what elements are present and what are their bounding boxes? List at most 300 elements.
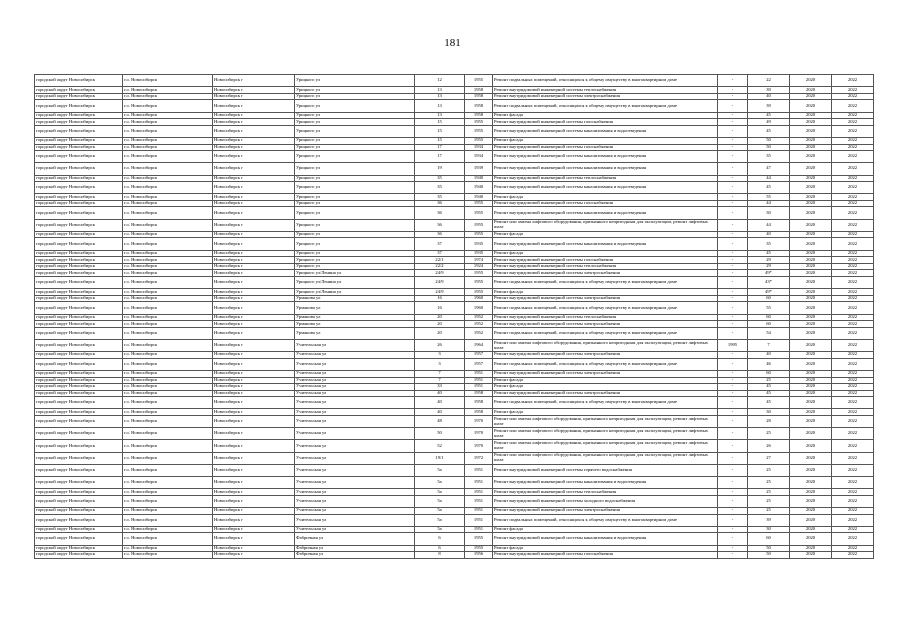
- city-cell: Новосибирск г: [213, 270, 295, 277]
- city-cell: Новосибирск г: [213, 416, 295, 428]
- table-row: [35, 390, 874, 397]
- end-year-cell: 2022: [832, 219, 874, 231]
- work-type-cell: Ремонт внутридомовой инженерной системы канализования и водоотведения: [493, 207, 718, 219]
- wear-percent-cell: 45: [748, 112, 790, 119]
- city-cell: Новосибирск г: [213, 545, 295, 552]
- year-built-cell: 1955: [465, 125, 493, 137]
- work-type-cell: Ремонт внутридомовой инженерной системы теплоснабжения: [493, 87, 718, 94]
- wear-percent-cell: 49*: [748, 289, 790, 296]
- wear-percent-cell: 30: [748, 207, 790, 219]
- last-repair-year-cell: -: [718, 552, 748, 559]
- city-cell: Новосибирск г: [213, 370, 295, 377]
- district-cell: г.о. Новосибирск: [123, 321, 213, 328]
- work-type-cell: Ремонт фасада: [493, 384, 718, 391]
- work-type-cell: Ремонт подвальных помещений, относящихся к общему имуществу в многоквартирном доме: [493, 100, 718, 112]
- table-row: [35, 231, 874, 238]
- house-number-cell: 36: [415, 219, 465, 231]
- wear-percent-cell: 44: [748, 200, 790, 207]
- year-built-cell: 1955: [465, 231, 493, 238]
- work-type-cell: Ремонт внутридомовой инженерной системы теплоснабжения: [493, 263, 718, 270]
- city-cell: Новосибирск г: [213, 390, 295, 397]
- table-row: [35, 495, 874, 507]
- municipality-cell: городской округ Новосибирск: [35, 87, 123, 94]
- city-cell: Новосибирск г: [213, 250, 295, 257]
- year-built-cell: 1970: [465, 440, 493, 452]
- start-year-cell: 2020: [790, 327, 832, 339]
- wear-percent-cell: 60: [748, 321, 790, 328]
- end-year-cell: 2022: [832, 526, 874, 533]
- city-cell: Новосибирск г: [213, 358, 295, 370]
- last-repair-year-cell: -: [718, 289, 748, 296]
- city-cell: Новосибирск г: [213, 440, 295, 452]
- wear-percent-cell: 50: [748, 137, 790, 144]
- table-row: [35, 207, 874, 219]
- street-cell: Урицкого ул: [295, 93, 415, 100]
- end-year-cell: 2022: [832, 495, 874, 507]
- street-cell: Учительская ул: [295, 390, 415, 397]
- work-type-cell: Ремонт или замена лифтового оборудования, признанного непригодным для эксплуатации, ремонт лифтовых шахт: [493, 440, 718, 452]
- street-cell: Урицкого ул: [295, 250, 415, 257]
- table-row: [35, 289, 874, 296]
- district-cell: г.о. Новосибирск: [123, 263, 213, 270]
- house-number-cell: 50: [415, 428, 465, 440]
- work-type-cell: Ремонт подвальных помещений, относящихся к общему имуществу в многоквартирном доме: [493, 277, 718, 289]
- city-cell: Новосибирск г: [213, 526, 295, 533]
- house-number-cell: 36: [415, 231, 465, 238]
- work-type-cell: Ремонт фасада: [493, 194, 718, 201]
- year-built-cell: 1960: [465, 295, 493, 302]
- work-type-cell: Ремонт фасада: [493, 409, 718, 416]
- district-cell: г.о. Новосибирск: [123, 231, 213, 238]
- city-cell: Новосибирск г: [213, 207, 295, 219]
- table-row: [35, 384, 874, 391]
- year-built-cell: 1951: [465, 526, 493, 533]
- street-cell: Урицкого ул: [295, 194, 415, 201]
- district-cell: г.о. Новосибирск: [123, 545, 213, 552]
- municipality-cell: городской округ Новосибирск: [35, 289, 123, 296]
- last-repair-year-cell: -: [718, 358, 748, 370]
- house-number-cell: 6: [415, 533, 465, 545]
- district-cell: г.о. Новосибирск: [123, 390, 213, 397]
- wear-percent-cell: 25: [748, 477, 790, 489]
- work-type-cell: Ремонт внутридомовой инженерной системы холодного водоснабжения: [493, 495, 718, 507]
- last-repair-year-cell: -: [718, 250, 748, 257]
- city-cell: Новосибирск г: [213, 533, 295, 545]
- start-year-cell: 2020: [790, 545, 832, 552]
- start-year-cell: 2020: [790, 238, 832, 250]
- work-type-cell: Ремонт подвальных помещений, относящихся к общему имуществу в многоквартирном доме: [493, 75, 718, 87]
- city-cell: Новосибирск г: [213, 489, 295, 496]
- table-row: [35, 144, 874, 151]
- work-type-cell: Ремонт подвальных помещений, относящихся к общему имуществу в многоквартирном доме: [493, 358, 718, 370]
- start-year-cell: 2020: [790, 119, 832, 126]
- end-year-cell: 2022: [832, 194, 874, 201]
- district-cell: г.о. Новосибирск: [123, 452, 213, 464]
- last-repair-year-cell: -: [718, 263, 748, 270]
- year-built-cell: 1934: [465, 151, 493, 163]
- wear-percent-cell: 26: [748, 440, 790, 452]
- end-year-cell: 2022: [832, 533, 874, 545]
- end-year-cell: 2022: [832, 289, 874, 296]
- year-built-cell: 1951: [465, 514, 493, 526]
- start-year-cell: 2020: [790, 289, 832, 296]
- start-year-cell: 2020: [790, 200, 832, 207]
- end-year-cell: 2022: [832, 163, 874, 175]
- city-cell: Новосибирск г: [213, 384, 295, 391]
- last-repair-year-cell: -: [718, 314, 748, 321]
- city-cell: Новосибирск г: [213, 397, 295, 409]
- end-year-cell: 2022: [832, 339, 874, 351]
- end-year-cell: 2022: [832, 477, 874, 489]
- municipality-cell: городской округ Новосибирск: [35, 464, 123, 476]
- house-number-cell: 19/1: [415, 452, 465, 464]
- work-type-cell: Ремонт или замена лифтового оборудования, признанного непригодным для эксплуатации, ремонт лифтовых шахт: [493, 219, 718, 231]
- work-type-cell: Ремонт внутридомовой инженерной системы канализования и водоотведения: [493, 151, 718, 163]
- table-row: [35, 119, 874, 126]
- city-cell: Новосибирск г: [213, 302, 295, 314]
- street-cell: Урицкого ул: [295, 219, 415, 231]
- house-number-cell: 26: [415, 339, 465, 351]
- start-year-cell: 2020: [790, 163, 832, 175]
- house-number-cell: 24/9: [415, 277, 465, 289]
- last-repair-year-cell: -: [718, 384, 748, 391]
- district-cell: г.о. Новосибирск: [123, 533, 213, 545]
- work-type-cell: Ремонт внутридомовой инженерной системы теплоснабжения: [493, 175, 718, 182]
- street-cell: Учительская ул: [295, 526, 415, 533]
- table-row: [35, 257, 874, 264]
- wear-percent-cell: 40: [748, 352, 790, 359]
- city-cell: Новосибирск г: [213, 87, 295, 94]
- year-built-cell: 1960: [465, 302, 493, 314]
- district-cell: г.о. Новосибирск: [123, 144, 213, 151]
- district-cell: г.о. Новосибирск: [123, 409, 213, 416]
- street-cell: Урицкого ул: [295, 238, 415, 250]
- city-cell: Новосибирск г: [213, 144, 295, 151]
- wear-percent-cell: 49: [748, 119, 790, 126]
- house-number-cell: 24/9: [415, 270, 465, 277]
- house-number-cell: 8: [415, 552, 465, 559]
- house-number-cell: 13: [415, 100, 465, 112]
- municipality-cell: городской округ Новосибирск: [35, 390, 123, 397]
- city-cell: Новосибирск г: [213, 75, 295, 87]
- municipality-cell: городской округ Новосибирск: [35, 263, 123, 270]
- municipality-cell: городской округ Новосибирск: [35, 270, 123, 277]
- end-year-cell: 2022: [832, 87, 874, 94]
- street-cell: Урицкого ул: [295, 119, 415, 126]
- municipality-cell: городской округ Новосибирск: [35, 100, 123, 112]
- house-number-cell: 24/9: [415, 289, 465, 296]
- last-repair-year-cell: -: [718, 182, 748, 194]
- last-repair-year-cell: -: [718, 219, 748, 231]
- wear-percent-cell: 40: [748, 231, 790, 238]
- street-cell: Учительская ул: [295, 464, 415, 476]
- house-number-cell: 16: [415, 302, 465, 314]
- start-year-cell: 2020: [790, 370, 832, 377]
- city-cell: Новосибирск г: [213, 125, 295, 137]
- start-year-cell: 2020: [790, 314, 832, 321]
- municipality-cell: городской округ Новосибирск: [35, 151, 123, 163]
- wear-percent-cell: 30: [748, 526, 790, 533]
- wear-percent-cell: 35: [748, 151, 790, 163]
- year-built-cell: 1958: [465, 112, 493, 119]
- year-built-cell: 1955: [465, 219, 493, 231]
- municipality-cell: городской округ Новосибирск: [35, 119, 123, 126]
- start-year-cell: 2020: [790, 144, 832, 151]
- municipality-cell: городской округ Новосибирск: [35, 231, 123, 238]
- year-built-cell: 1951: [465, 384, 493, 391]
- municipality-cell: городской округ Новосибирск: [35, 137, 123, 144]
- end-year-cell: 2022: [832, 257, 874, 264]
- house-number-cell: 20: [415, 314, 465, 321]
- last-repair-year-cell: -: [718, 397, 748, 409]
- work-type-cell: Ремонт внутридомовой инженерной системы канализования и водоотведения: [493, 182, 718, 194]
- end-year-cell: 2022: [832, 112, 874, 119]
- table-row: [35, 416, 874, 428]
- year-built-cell: 1935: [465, 238, 493, 250]
- street-cell: Урицкого ул: [295, 257, 415, 264]
- municipality-cell: городской округ Новосибирск: [35, 238, 123, 250]
- wear-percent-cell: 49*: [748, 270, 790, 277]
- start-year-cell: 2020: [790, 182, 832, 194]
- street-cell: Учительская ул: [295, 452, 415, 464]
- last-repair-year-cell: -: [718, 137, 748, 144]
- house-number-cell: 13: [415, 93, 465, 100]
- municipality-cell: городской округ Новосибирск: [35, 321, 123, 328]
- house-number-cell: 13: [415, 87, 465, 94]
- last-repair-year-cell: -: [718, 377, 748, 384]
- work-type-cell: Ремонт внутридомовой инженерной системы газоснабжения: [493, 200, 718, 207]
- end-year-cell: 2022: [832, 397, 874, 409]
- wear-percent-cell: 47: [748, 163, 790, 175]
- end-year-cell: 2022: [832, 75, 874, 87]
- wear-percent-cell: 28: [748, 416, 790, 428]
- year-built-cell: 1955: [465, 270, 493, 277]
- year-built-cell: 1955: [465, 277, 493, 289]
- start-year-cell: 2020: [790, 270, 832, 277]
- municipality-cell: городской округ Новосибирск: [35, 377, 123, 384]
- start-year-cell: 2020: [790, 250, 832, 257]
- street-cell: Фабричная ул: [295, 533, 415, 545]
- wear-percent-cell: 55: [748, 194, 790, 201]
- last-repair-year-cell: -: [718, 75, 748, 87]
- house-number-cell: 3: [415, 352, 465, 359]
- district-cell: г.о. Новосибирск: [123, 207, 213, 219]
- end-year-cell: 2022: [832, 314, 874, 321]
- work-type-cell: Ремонт или замена лифтового оборудования, признанного непригодным для эксплуатации, ремонт лифтовых шахт: [493, 452, 718, 464]
- street-cell: Учительская ул: [295, 514, 415, 526]
- house-number-cell: 52: [415, 440, 465, 452]
- last-repair-year-cell: -: [718, 100, 748, 112]
- street-cell: Урманова ул: [295, 295, 415, 302]
- city-cell: Новосибирск г: [213, 238, 295, 250]
- city-cell: Новосибирск г: [213, 321, 295, 328]
- wear-percent-cell: 45: [748, 182, 790, 194]
- house-number-cell: 5а: [415, 514, 465, 526]
- city-cell: Новосибирск г: [213, 163, 295, 175]
- last-repair-year-cell: -: [718, 477, 748, 489]
- last-repair-year-cell: -: [718, 257, 748, 264]
- year-built-cell: 1940: [465, 175, 493, 182]
- end-year-cell: 2022: [832, 263, 874, 270]
- end-year-cell: 2022: [832, 507, 874, 514]
- end-year-cell: 2022: [832, 552, 874, 559]
- house-number-cell: 12: [415, 75, 465, 87]
- municipality-cell: городской округ Новосибирск: [35, 452, 123, 464]
- year-built-cell: 1957: [465, 358, 493, 370]
- start-year-cell: 2020: [790, 219, 832, 231]
- house-number-cell: 22/2: [415, 263, 465, 270]
- street-cell: Урицкого ул/Ленина ул: [295, 270, 415, 277]
- start-year-cell: 2020: [790, 321, 832, 328]
- district-cell: г.о. Новосибирск: [123, 270, 213, 277]
- start-year-cell: 2020: [790, 552, 832, 559]
- work-type-cell: Ремонт внутридомовой инженерной системы электроснабжения: [493, 507, 718, 514]
- year-built-cell: 1957: [465, 352, 493, 359]
- table-row: [35, 489, 874, 496]
- city-cell: Новосибирск г: [213, 257, 295, 264]
- work-type-cell: Ремонт внутридомовой инженерной системы канализования и водоотведения: [493, 163, 718, 175]
- city-cell: Новосибирск г: [213, 514, 295, 526]
- last-repair-year-cell: -: [718, 119, 748, 126]
- end-year-cell: 2022: [832, 302, 874, 314]
- work-type-cell: Ремонт фасада: [493, 526, 718, 533]
- house-number-cell: 15: [415, 137, 465, 144]
- house-number-cell: 17: [415, 144, 465, 151]
- house-number-cell: 5а: [415, 489, 465, 496]
- street-cell: Урицкого ул: [295, 200, 415, 207]
- end-year-cell: 2022: [832, 370, 874, 377]
- year-built-cell: 1939: [465, 163, 493, 175]
- municipality-cell: городской округ Новосибирск: [35, 428, 123, 440]
- city-cell: Новосибирск г: [213, 452, 295, 464]
- work-type-cell: Ремонт или замена лифтового оборудования, признанного непригодным для эксплуатации, ремонт лифтовых шахт: [493, 428, 718, 440]
- district-cell: г.о. Новосибирск: [123, 495, 213, 507]
- street-cell: Урицкого ул: [295, 144, 415, 151]
- street-cell: Урицкого ул: [295, 207, 415, 219]
- street-cell: Учительская ул: [295, 489, 415, 496]
- city-cell: Новосибирск г: [213, 194, 295, 201]
- street-cell: Урицкого ул: [295, 112, 415, 119]
- wear-percent-cell: 45: [748, 390, 790, 397]
- work-type-cell: Ремонт внутридомовой инженерной системы электроснабжения: [493, 352, 718, 359]
- end-year-cell: 2022: [832, 327, 874, 339]
- start-year-cell: 2020: [790, 489, 832, 496]
- year-built-cell: 1956: [465, 552, 493, 559]
- year-built-cell: 1940: [465, 194, 493, 201]
- table-row: [35, 397, 874, 409]
- end-year-cell: 2022: [832, 151, 874, 163]
- city-cell: Новосибирск г: [213, 277, 295, 289]
- house-number-cell: 20: [415, 327, 465, 339]
- last-repair-year-cell: -: [718, 238, 748, 250]
- street-cell: Учительская ул: [295, 377, 415, 384]
- work-type-cell: Ремонт внутридомовой инженерной системы газоснабжения: [493, 552, 718, 559]
- district-cell: г.о. Новосибирск: [123, 125, 213, 137]
- city-cell: Новосибирск г: [213, 200, 295, 207]
- city-cell: Новосибирск г: [213, 231, 295, 238]
- city-cell: Новосибирск г: [213, 495, 295, 507]
- work-type-cell: Ремонт внутридомовой инженерной системы теплоснабжения: [493, 489, 718, 496]
- end-year-cell: 2022: [832, 384, 874, 391]
- last-repair-year-cell: -: [718, 526, 748, 533]
- start-year-cell: 2020: [790, 339, 832, 351]
- last-repair-year-cell: -: [718, 231, 748, 238]
- wear-percent-cell: 39: [748, 514, 790, 526]
- municipality-cell: городской округ Новосибирск: [35, 219, 123, 231]
- municipality-cell: городской округ Новосибирск: [35, 370, 123, 377]
- year-built-cell: 1952: [465, 327, 493, 339]
- house-number-cell: 40: [415, 409, 465, 416]
- municipality-cell: городской округ Новосибирск: [35, 352, 123, 359]
- wear-percent-cell: 44: [748, 219, 790, 231]
- street-cell: Учительская ул: [295, 384, 415, 391]
- district-cell: г.о. Новосибирск: [123, 428, 213, 440]
- house-number-cell: 6: [415, 545, 465, 552]
- district-cell: г.о. Новосибирск: [123, 289, 213, 296]
- city-cell: Новосибирск г: [213, 507, 295, 514]
- year-built-cell: 1924: [465, 263, 493, 270]
- start-year-cell: 2020: [790, 507, 832, 514]
- house-number-cell: 33: [415, 384, 465, 391]
- street-cell: Учительская ул: [295, 397, 415, 409]
- end-year-cell: 2022: [832, 440, 874, 452]
- table-row: [35, 175, 874, 182]
- district-cell: г.о. Новосибирск: [123, 327, 213, 339]
- wear-percent-cell: 45: [748, 384, 790, 391]
- street-cell: Урманова ул: [295, 314, 415, 321]
- last-repair-year-cell: -: [718, 352, 748, 359]
- district-cell: г.о. Новосибирск: [123, 352, 213, 359]
- city-cell: Новосибирск г: [213, 339, 295, 351]
- year-built-cell: 1970: [465, 428, 493, 440]
- page-number: 181: [444, 37, 461, 49]
- repair-schedule-table: [34, 74, 874, 559]
- year-built-cell: 1958: [465, 93, 493, 100]
- house-number-cell: 40: [415, 397, 465, 409]
- start-year-cell: 2020: [790, 452, 832, 464]
- city-cell: Новосибирск г: [213, 263, 295, 270]
- last-repair-year-cell: -: [718, 163, 748, 175]
- street-cell: Урицкого ул: [295, 75, 415, 87]
- start-year-cell: 2020: [790, 409, 832, 416]
- start-year-cell: 2020: [790, 207, 832, 219]
- table-row: [35, 87, 874, 94]
- work-type-cell: Ремонт внутридомовой инженерной системы канализования и водоотведения: [493, 533, 718, 545]
- end-year-cell: 2022: [832, 390, 874, 397]
- end-year-cell: 2022: [832, 545, 874, 552]
- year-built-cell: 1951: [465, 507, 493, 514]
- end-year-cell: 2022: [832, 125, 874, 137]
- wear-percent-cell: 50: [748, 545, 790, 552]
- house-number-cell: 7: [415, 377, 465, 384]
- table-row: [35, 321, 874, 328]
- table-row: [35, 163, 874, 175]
- table-row: [35, 452, 874, 464]
- house-number-cell: 36: [415, 200, 465, 207]
- end-year-cell: 2022: [832, 277, 874, 289]
- wear-percent-cell: 46: [748, 358, 790, 370]
- street-cell: Фабричная ул: [295, 545, 415, 552]
- municipality-cell: городской округ Новосибирск: [35, 314, 123, 321]
- district-cell: г.о. Новосибирск: [123, 200, 213, 207]
- street-cell: Урицкого ул: [295, 163, 415, 175]
- last-repair-year-cell: -: [718, 409, 748, 416]
- table-row: [35, 125, 874, 137]
- street-cell: Учительская ул: [295, 409, 415, 416]
- end-year-cell: 2022: [832, 200, 874, 207]
- district-cell: г.о. Новосибирск: [123, 358, 213, 370]
- table-row: [35, 358, 874, 370]
